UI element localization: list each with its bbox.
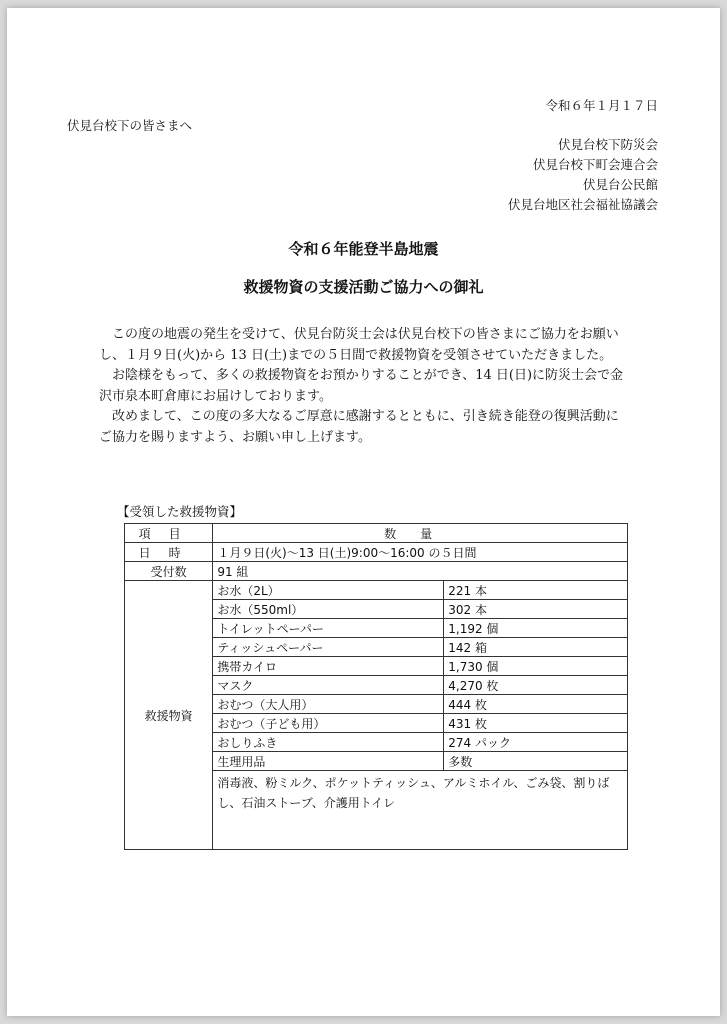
supply-name: トイレットペーパー (213, 619, 444, 638)
sender-name: 伏見台公民館 (582, 177, 658, 192)
supply-qty: 1,730 個 (444, 657, 628, 676)
supply-name: 生理用品 (213, 752, 444, 771)
supply-name: おむつ（子ども用） (213, 714, 444, 733)
other-supplies: 消毒液、粉ミルク、ポケットティッシュ、アルミホイル、ごみ袋、割りばし、石油ストーブ、介護用トイレ (213, 771, 628, 850)
supply-name: おむつ（大人用） (213, 695, 444, 714)
supply-qty: 1,192 個 (444, 619, 628, 638)
document-title: 令和６年能登半島地震 (288, 240, 439, 258)
header-quantity-cell: 数量 (213, 524, 628, 543)
sender-name: 伏見台校下防災会 (557, 137, 658, 152)
supply-qty: 142 箱 (444, 638, 628, 657)
relief-supplies-table (124, 523, 628, 850)
supply-qty: 431 枚 (444, 714, 628, 733)
supply-name: お水（2L） (213, 581, 444, 600)
header-item-cell: 項目 (125, 524, 213, 543)
supply-qty: 4,270 枚 (444, 676, 628, 695)
body-paragraph: 改めまして、この度の多大なるご厚意に感謝するとともに、引き続き能登の復興活動にご協力を賜りますよう、お願い申し上げます。 (99, 409, 619, 445)
body-text (99, 325, 629, 448)
document-subtitle: 救援物資の支援活動ご協力への御礼 (243, 278, 484, 296)
supply-qty: 221 本 (444, 581, 628, 600)
table-row (125, 562, 628, 581)
supply-name: ティッシュペーパー (213, 638, 444, 657)
document-date: 令和６年１月１７日 (545, 98, 658, 113)
supply-name: 携帯カイロ (213, 657, 444, 676)
table-header-row (125, 524, 628, 543)
table-row (125, 581, 628, 600)
supply-name: お水（550ml） (213, 600, 444, 619)
supply-name: おしりふき (213, 733, 444, 752)
supply-qty: 302 本 (444, 600, 628, 619)
supplies-label: 救援物資 (125, 581, 213, 850)
table-caption: 【受領した救援物資】 (117, 504, 243, 519)
datetime-label: 日時 (125, 543, 213, 562)
count-value: 91 組 (213, 562, 628, 581)
table-row (125, 543, 628, 562)
sender-list (508, 135, 658, 215)
recipient: 伏見台校下の皆さまへ (67, 118, 193, 133)
body-paragraph: お陰様をもって、多くの救援物資をお預かりすることができ、14 日(日)に防災士会で金沢市泉本町倉庫にお届けしております。 (99, 368, 624, 404)
document-page (7, 8, 720, 1016)
supply-name: マスク (213, 676, 444, 695)
supply-qty: 444 枚 (444, 695, 628, 714)
body-paragraph: この度の地震の発生を受けて、伏見台防災士会は伏見台校下の皆さまにご協力をお願いし、１月９日(火)から 13 日(土)までの５日間で救援物資を受領させていただきました。 (99, 327, 619, 363)
sender-name: 伏見台地区社会福祉協議会 (507, 197, 658, 212)
count-label: 受付数 (125, 562, 213, 581)
supply-qty: 274 パック (444, 733, 628, 752)
datetime-value: １月９日(火)～13 日(土)9:00～16:00 の５日間 (213, 543, 628, 562)
supply-qty: 多数 (444, 752, 628, 771)
sender-name: 伏見台校下町会連合会 (532, 157, 658, 172)
